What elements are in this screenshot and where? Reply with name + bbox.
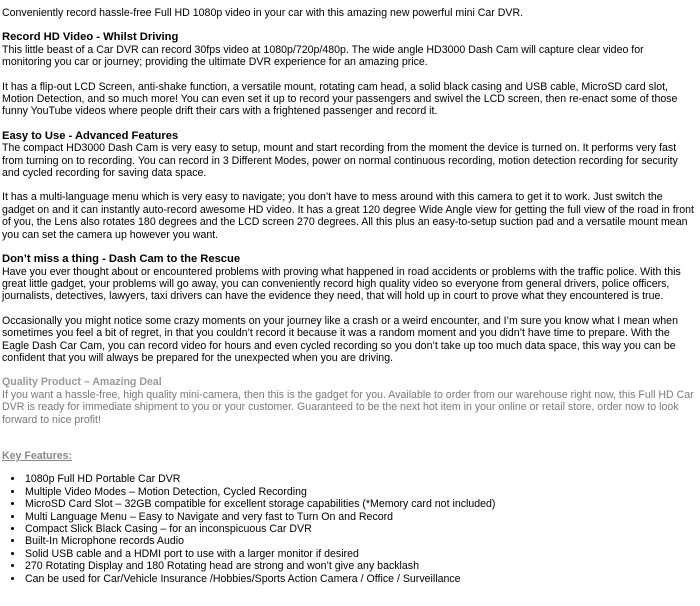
list-item: • Multi Language Menu – Easy to Navigate and very fast to Turn On and Record xyxy=(24,511,696,523)
list-item: • Can be used for Car/Vehicle Insurance /Hobbies/Sports Action Camera / Office / Surveillance xyxy=(24,573,696,585)
section-paragraph: It has a multi-language menu which is very easy to navigate; you don’t have to mess around with this camera to get it to work. Just switch the gadget on and it can instantly auto-record awesome HD video. It has a great 120 degree Wide Angle view for getting the full view of the road in front of you, the Lens also rotates 180 degrees and the LCD screen 270 degrees. All this plus an easy-to-setup suction pad and a versatile mount mean you can set the camera up however you want. xyxy=(2,191,694,241)
list-item: • Multiple Video Modes – Motion Detection, Cycled Recording xyxy=(24,486,696,498)
list-item: • Built-In Microphone records Audio xyxy=(24,535,696,547)
section-heading-rescue: Don’t miss a thing - Dash Cam to the Rescue xyxy=(2,253,241,266)
list-item: • 1080p Full HD Portable Car DVR xyxy=(24,473,696,485)
section-paragraph: Have you ever thought about or encountered problems with proving what happened in road accidents or problems with the traffic police. With this great little gadget, your problems will go away, you can conveniently record high quality video so everyone from general drivers, police officers, journalists, detectives, lawyers, taxi drivers can have the evidence they need, that will hold up in court to prove what they encountered is true. xyxy=(2,265,681,303)
section-paragraph: This little beast of a Car DVR can record 30fps video at 1080p/720p/480p. The wide angle HD3000 Dash Cam will capture clear video for monitoring you car or journey; providing the ultimate DVR experience for an amazing price. xyxy=(2,43,644,69)
key-features-list xyxy=(2,473,696,585)
section-heading-record-hd: Record HD Video - Whilst Driving xyxy=(2,31,179,44)
section-heading-quality: Quality Product – Amazing Deal xyxy=(2,376,162,389)
list-item: • 270 Rotating Display and 180 Rotating head are strong and won’t give any backlash xyxy=(24,560,696,572)
key-features-heading: Key Features: xyxy=(2,449,73,462)
list-item: • Compact Slick Black Casing – for an inconspicuous Car DVR xyxy=(24,523,696,535)
section-heading-easy-to-use: Easy to Use - Advanced Features xyxy=(2,129,179,142)
quality-paragraph: If you want a hassle-free, high quality mini-camera, then this is the gadget for you. Available to order from our warehouse right now, this Full HD Car DVR is ready for immediate shipment to you or your customer. Guaranteed to be the next hot item in your online or retail store, order now to look forward to nice profit! xyxy=(2,388,694,426)
section-paragraph: Occasionally you might notice some crazy moments on your journey like a crash or a weird encounter, and I’m sure you know what I mean when sometimes you feel a bit of regret, in that you couldn’t record it because it was a random moment and you didn’t have time to prepare. With the Eagle Dash Car Cam, you can record video for hours and even cycled recording so you don’t take up too much data space, this way you can be confident that you will always be prepared for the unexpected when you are driving. xyxy=(2,314,678,364)
section-paragraph: It has a flip-out LCD Screen, anti-shake function, a versatile mount, rotating cam head, a solid black casing and USB cable, MicroSD card slot, Motion Detection, and so much more! You can even set it up to record your passengers and swivel the LCD screen, then re-enact some of those funny YouTube videos where people drift their cars with a frightened passenger and record it. xyxy=(2,80,678,118)
intro-paragraph: Conveniently record hassle-free Full HD 1080p video in your car with this amazing new powerful mini Car DVR. xyxy=(2,7,524,19)
list-item: • MicroSD Card Slot – 32GB compatible for excellent storage capabilities (*Memory card not included) xyxy=(24,498,696,510)
list-item: • Solid USB cable and a HDMI port to use with a larger monitor if desired xyxy=(24,548,696,560)
section-paragraph: The compact HD3000 Dash Cam is very easy to setup, mount and start recording from the moment the device is turned on. It performs very fast from turning on to recording. You can record in 3 Different Modes, power on normal continuous recording, motion detection recording for security and cycled recording for saving data space. xyxy=(2,142,678,180)
